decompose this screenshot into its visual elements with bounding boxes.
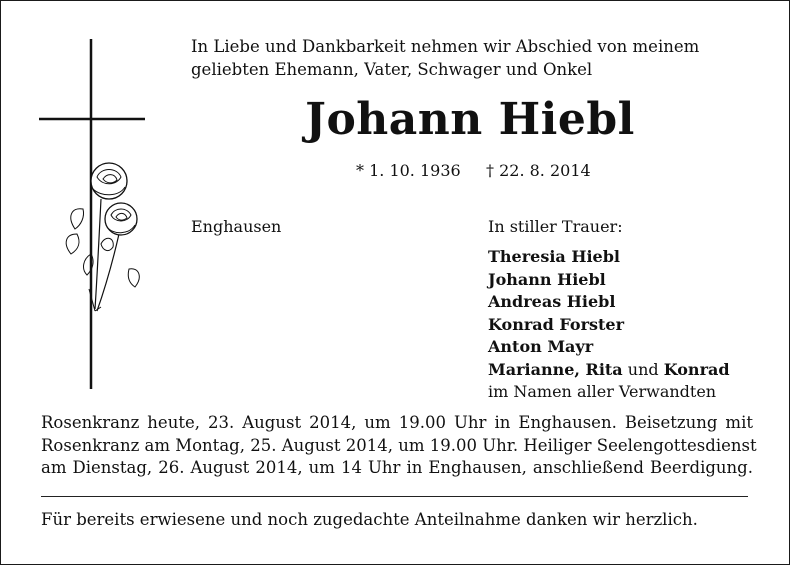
service-line-2: Rosenkranz am Montag, 25. August 2014, um 19.00 Uhr. Heiliger Seelengottesdienst <box>41 435 757 455</box>
mourner-name: Johann Hiebl <box>488 269 606 289</box>
intro-text <box>191 35 751 81</box>
deceased-name: Johann Hiebl <box>305 94 635 145</box>
mourners-list <box>488 246 730 404</box>
cross-with-roses-icon <box>31 39 161 391</box>
mourning-label: In stiller Trauer: <box>488 217 623 236</box>
intro-line-1: In Liebe und Dankbarkeit nehmen wir Abschied von meinem <box>191 37 700 56</box>
mourner-name-last: Marianne, Rita und Konrad <box>488 359 730 379</box>
place-of-residence: Enghausen <box>191 217 282 236</box>
mourner-name: Konrad Forster <box>488 314 625 334</box>
service-line-3: am Dienstag, 26. August 2014, um 14 Uhr in Enghausen, anschließend Beerdigung. <box>41 458 753 477</box>
service-line-1: Rosenkranz heute, 23. August 2014, um 19.00 Uhr in Enghausen. Beisetzung mit <box>41 413 753 432</box>
service-details <box>41 412 757 480</box>
mourner-name: Andreas Hiebl <box>488 292 616 311</box>
death-date: † 22. 8. 2014 <box>486 161 591 180</box>
intro-line-2: geliebten Ehemann, Vater, Schwager und Onkel <box>191 60 593 79</box>
mourner-name: Theresia Hiebl <box>488 247 620 266</box>
divider <box>41 496 748 497</box>
birth-date: * 1. 10. 1936 <box>356 161 461 180</box>
relatives-note: im Namen aller Verwandten <box>488 382 717 401</box>
thanks-text: Für bereits erwiesene und noch zugedachte Anteilnahme danken wir herzlich. <box>41 510 698 529</box>
mourner-name: Anton Mayr <box>488 337 594 356</box>
